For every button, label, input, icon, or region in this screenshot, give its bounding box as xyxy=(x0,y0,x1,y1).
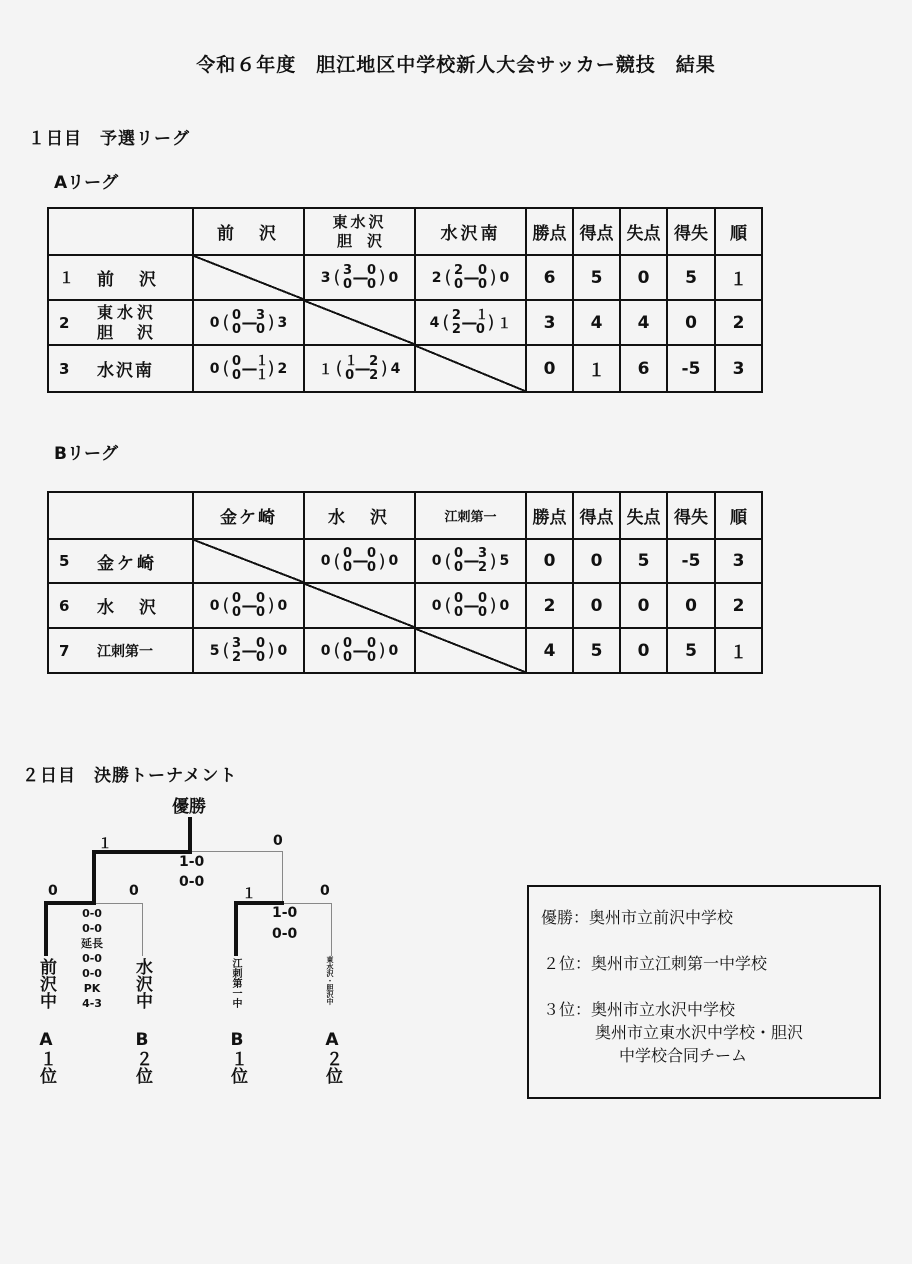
score-cell: 0 ( 0 — 0 0 0 ) 0 xyxy=(304,628,415,673)
league-b-table xyxy=(47,491,763,674)
rank-cell: 3 xyxy=(715,539,762,583)
points-cell: 0 xyxy=(526,345,573,392)
points-cell: 6 xyxy=(526,255,573,300)
team-cell: 5 金ケ崎 xyxy=(48,539,193,583)
goals-for-cell: 5 xyxy=(573,628,620,673)
diagonal-cell xyxy=(193,255,304,300)
header-maesawa: 前 沢 xyxy=(193,208,304,255)
header-higashimizusawa-isawa: 東水沢 胆 沢 xyxy=(304,208,415,255)
results-box xyxy=(527,885,881,1099)
corner-cell xyxy=(48,492,193,539)
team-cell: 7 江刺第一 xyxy=(48,628,193,673)
goal-diff-cell: -5 xyxy=(667,345,715,392)
goal-diff-cell: 5 xyxy=(667,255,715,300)
score-cell: 3 ( 3 — 0 0 0 ) 0 xyxy=(304,255,415,300)
score-cell: 0 ( 0 — 0 0 0 ) 0 xyxy=(415,583,526,628)
header-goals-against: 失点 xyxy=(620,492,667,539)
points-cell: 0 xyxy=(526,539,573,583)
bracket-line xyxy=(282,851,283,903)
goal-diff-cell: -5 xyxy=(667,539,715,583)
goals-for-cell: 4 xyxy=(573,300,620,345)
diagonal-cell xyxy=(415,345,526,392)
score-cell: 0 ( 0 — 3 0 0 ) 3 xyxy=(193,300,304,345)
goals-against-cell: 4 xyxy=(620,300,667,345)
header-goal-diff: 得失 xyxy=(667,492,715,539)
score-cell: 4 ( 2 — １ 2 0 ) １ xyxy=(415,300,526,345)
team-cell: 3 水沢南 xyxy=(48,345,193,392)
goals-for-cell: 0 xyxy=(573,539,620,583)
header-kanegasaki: 金ケ崎 xyxy=(193,492,304,539)
points-cell: 4 xyxy=(526,628,573,673)
rank-cell: １ xyxy=(715,628,762,673)
champion-label: 優勝 xyxy=(172,797,206,817)
goal-diff-cell: 0 xyxy=(667,300,715,345)
diagonal-cell xyxy=(304,583,415,628)
goals-for-cell: １ xyxy=(573,345,620,392)
table-row xyxy=(48,255,762,300)
team-maesawa-name: 前沢中 xyxy=(36,958,56,1009)
sf2-score-line1: 1-0 xyxy=(272,905,298,921)
score-cell: １ ( １ — 2 0 2 ) 4 xyxy=(304,345,415,392)
page-title: 令和６年度 胆江地区中学校新人大会サッカー競技 結果 xyxy=(196,54,716,76)
result-third-1: ３位：奥州市立水沢中学校 xyxy=(543,1000,736,1019)
goals-against-cell: 6 xyxy=(620,345,667,392)
result-first: 優勝：奥州市立前沢中学校 xyxy=(541,908,734,927)
diagonal-cell xyxy=(304,300,415,345)
score-cell: 0 ( 0 — 3 0 2 ) 5 xyxy=(415,539,526,583)
bracket-line xyxy=(92,850,96,903)
header-goals-against: 失点 xyxy=(620,208,667,255)
team-maesawa-seed: A１位 xyxy=(36,1030,56,1084)
bracket-line xyxy=(331,903,332,956)
header-rank: 順 xyxy=(715,492,762,539)
day1-heading: １日目 予選リーグ xyxy=(28,129,190,149)
sf2-right-score: 0 xyxy=(320,883,330,899)
bracket-line xyxy=(96,903,142,904)
header-points: 勝点 xyxy=(526,208,573,255)
goals-against-cell: 0 xyxy=(620,583,667,628)
day2-heading: ２日目 決勝トーナメント xyxy=(22,766,238,786)
team-cell: 2 東水沢 胆 沢 xyxy=(48,300,193,345)
header-esashidaiichi: 江刺第一 xyxy=(415,492,526,539)
table-row xyxy=(48,300,762,345)
team-esashidaiichi-name: 江刺第一中 xyxy=(230,958,241,1008)
score-cell: 0 ( 0 — 0 0 0 ) 0 xyxy=(193,583,304,628)
score-cell: 0 ( 0 — １ 0 １ ) 2 xyxy=(193,345,304,392)
goals-for-cell: 5 xyxy=(573,255,620,300)
score-cell: 0 ( 0 — 0 0 0 ) 0 xyxy=(304,539,415,583)
diagonal-cell xyxy=(193,539,304,583)
score-cell: 5 ( 3 — 0 2 0 ) 0 xyxy=(193,628,304,673)
league-a-header-row xyxy=(48,208,762,255)
bracket-line xyxy=(188,817,192,852)
goals-against-cell: 0 xyxy=(620,255,667,300)
final-score-line1: 1-0 xyxy=(179,854,205,870)
team-mizusawa-seed: B２位 xyxy=(132,1030,152,1084)
points-cell: 3 xyxy=(526,300,573,345)
header-mizusawaminami: 水沢南 xyxy=(415,208,526,255)
header-goals-for: 得点 xyxy=(573,208,620,255)
sf1-right-score: 0 xyxy=(129,883,139,899)
table-row xyxy=(48,583,762,628)
final-left-score: １ xyxy=(98,836,112,852)
rank-cell: 2 xyxy=(715,583,762,628)
bracket-line xyxy=(234,901,238,956)
header-rank: 順 xyxy=(715,208,762,255)
sf2-score-line2: 0-0 xyxy=(272,926,298,942)
table-row xyxy=(48,628,762,673)
final-right-score: 0 xyxy=(273,833,283,849)
goals-against-cell: 0 xyxy=(620,628,667,673)
bracket-line xyxy=(284,903,331,904)
diagonal-cell xyxy=(415,628,526,673)
table-row xyxy=(48,345,762,392)
team-mizusawa-name: 水沢中 xyxy=(132,958,152,1009)
league-b-heading: Bリーグ xyxy=(54,444,118,464)
goals-against-cell: 5 xyxy=(620,539,667,583)
table-row xyxy=(48,539,762,583)
goals-for-cell: 0 xyxy=(573,583,620,628)
header-goal-diff: 得失 xyxy=(667,208,715,255)
league-a-table xyxy=(47,207,763,393)
bracket-line xyxy=(192,851,282,852)
goal-diff-cell: 0 xyxy=(667,583,715,628)
sf1-left-score: 0 xyxy=(48,883,58,899)
rank-cell: 3 xyxy=(715,345,762,392)
team-esashidaiichi-seed: B１位 xyxy=(227,1030,247,1084)
result-third-3: 中学校合同チーム xyxy=(619,1046,748,1065)
team-higashimizusawa-seed: A２位 xyxy=(322,1030,342,1084)
team-cell: 6 水 沢 xyxy=(48,583,193,628)
corner-cell xyxy=(48,208,193,255)
goal-diff-cell: 5 xyxy=(667,628,715,673)
bracket-line xyxy=(44,901,48,956)
team-cell: １ 前 沢 xyxy=(48,255,193,300)
header-mizusawa: 水 沢 xyxy=(304,492,415,539)
result-second: ２位：奥州市立江刺第一中学校 xyxy=(543,954,768,973)
league-b-header-row xyxy=(48,492,762,539)
sf2-left-score: １ xyxy=(242,886,256,902)
final-score-line2: 0-0 xyxy=(179,874,205,890)
score-cell: 2 ( 2 — 0 0 0 ) 0 xyxy=(415,255,526,300)
header-goals-for: 得点 xyxy=(573,492,620,539)
rank-cell: 2 xyxy=(715,300,762,345)
team-higashimizusawa-name: 東水沢・胆沢中 xyxy=(326,956,334,1005)
sf1-score-detail: 0-0 0-0 延長 0-0 0-0 PK 4-3 xyxy=(81,907,103,1010)
points-cell: 2 xyxy=(526,583,573,628)
league-a-heading: Aリーグ xyxy=(54,173,119,193)
result-third-2: 奥州市立東水沢中学校・胆沢 xyxy=(595,1023,804,1042)
bracket-line xyxy=(44,901,96,905)
header-points: 勝点 xyxy=(526,492,573,539)
rank-cell: １ xyxy=(715,255,762,300)
bracket-line xyxy=(142,903,143,956)
